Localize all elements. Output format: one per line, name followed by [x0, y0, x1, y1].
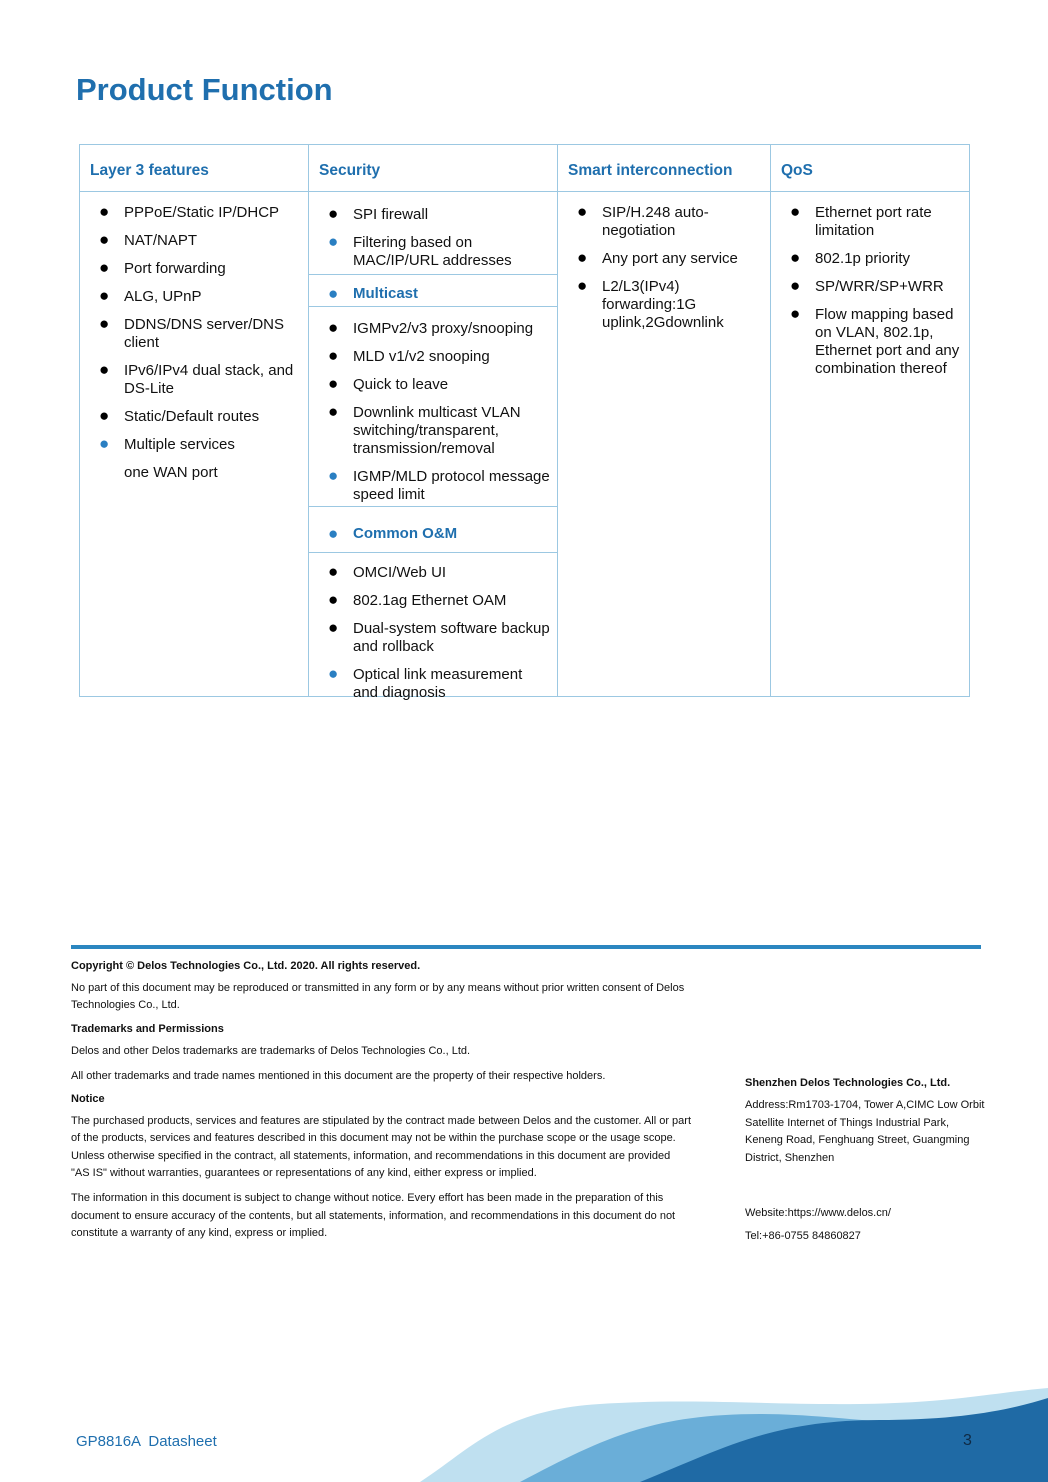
bullet-icon: ●: [99, 258, 110, 277]
bullet-icon: ●: [328, 284, 339, 303]
page-number: 3: [963, 1432, 972, 1449]
list-item: ● SPI firewall: [328, 204, 429, 223]
column-header-qos: QoS: [771, 145, 970, 192]
bullet-icon: ●: [328, 590, 339, 609]
bullet-icon: ●: [99, 202, 110, 221]
notice-text-2: The information in this document is subject to change without notice. Every effort has been made in the preparation of this document to ensure accuracy of the contents, but all statements, information, and recommendations in this document do not constitute a warranty of any kind, express or implied.: [71, 1192, 676, 1239]
copyright-heading: Copyright © Delos Technologies Co., Ltd. 2020. All rights reserved.: [71, 960, 421, 972]
list-item: ● OMCI/Web UI: [328, 562, 447, 581]
list-item: ● NAT/NAPT: [99, 230, 198, 249]
document-name: GP8816A Datasheet: [76, 1433, 217, 1450]
bullet-icon: ●: [577, 248, 588, 267]
bullet-icon: ●: [99, 286, 110, 305]
list-item: ● Filtering based on MAC/IP/URL addresses: [328, 232, 512, 269]
bullet-icon: ●: [577, 276, 588, 295]
list-item: ● Flow mapping based on VLAN, 802.1p, Ethernet port and any combination thereof: [790, 304, 960, 377]
bullet-icon: ●: [99, 434, 110, 453]
company-tel: Tel:+86-0755 84860827: [745, 1229, 861, 1242]
bullet-icon: ●: [99, 314, 110, 333]
list-item: ● Quick to leave: [328, 374, 449, 393]
bullet-icon: ●: [328, 374, 339, 393]
column-header-layer3: Layer 3 features: [80, 145, 308, 192]
list-item: ● L2/L3(IPv4) forwarding:1G uplink,2Gdownlink: [577, 276, 724, 331]
notice-text-1: The purchased products, services and features are stipulated by the contract made between Delos and the customer. All or part of the products, services and features described in this document may not be within the purchase scope or the usage scope. Unless otherwise specified in the contract, all statements, information, and recommendations in this document are provided "AS IS" without warranties, guarantees or representations of any kind, either express or implied.: [71, 1115, 692, 1180]
trademarks-text-1: Delos and other Delos trademarks are trademarks of Delos Technologies Co., Ltd.: [71, 1044, 471, 1057]
notice-heading: Notice: [71, 1093, 105, 1106]
bullet-icon: ●: [328, 664, 339, 683]
list-item: ● Any port any service: [577, 248, 738, 267]
list-item: ● Dual-system software backup and rollback: [328, 618, 550, 655]
company-website: Website:https://www.delos.cn/: [745, 1207, 891, 1220]
list-item: ● 802.1ag Ethernet OAM: [328, 590, 507, 609]
list-item: ● Downlink multicast VLAN switching/transparent, transmission/removal: [328, 402, 521, 457]
bullet-icon: ●: [328, 524, 339, 543]
bullet-icon: ●: [328, 204, 339, 223]
bullet-icon: ●: [99, 230, 110, 249]
list-item: ● MLD v1/v2 snooping: [328, 346, 490, 365]
bullet-icon: ●: [328, 402, 339, 421]
copyright-text: No part of this document may be reproduced or transmitted in any form or by any means without prior written consent of Delos Technologies Co., Ltd.: [71, 982, 685, 1012]
bullet-icon: ●: [328, 618, 339, 637]
bullet-icon: ●: [99, 360, 110, 379]
bullet-icon: ●: [328, 232, 339, 251]
column-header-security: Security: [309, 145, 557, 192]
list-item: ● IGMP/MLD protocol message speed limit: [328, 466, 550, 503]
bullet-icon: ●: [328, 318, 339, 337]
bullet-icon: ●: [790, 304, 801, 323]
list-item: ● PPPoE/Static IP/DHCP: [99, 202, 280, 221]
multicast-subheader: ● Multicast: [309, 274, 557, 307]
bullet-icon: ●: [577, 202, 588, 221]
trademarks-text-2: All other trademarks and trade names mentioned in this document are the property of their respective holders.: [71, 1069, 606, 1082]
list-item: ● 802.1p priority: [790, 248, 911, 267]
list-item: ● DDNS/DNS server/DNS client: [99, 314, 285, 351]
common-om-subheader: ● Common O&M: [309, 506, 557, 553]
list-item: ● IPv6/IPv4 dual stack, and DS-Lite: [99, 360, 294, 397]
list-item: ● IGMPv2/v3 proxy/snooping: [328, 318, 534, 337]
bullet-icon: ●: [328, 466, 339, 485]
bullet-icon: ●: [99, 406, 110, 425]
column-header-smart-interconnection: Smart interconnection: [558, 145, 770, 192]
bullet-icon: ●: [328, 346, 339, 365]
trademarks-heading: Trademarks and Permissions: [71, 1022, 224, 1035]
list-item: ● ALG, UPnP: [99, 286, 202, 305]
list-item: ● SP/WRR/SP+WRR: [790, 276, 944, 295]
page-title-text: Product Function: [76, 72, 333, 107]
list-item: ● Multiple services: [99, 434, 235, 453]
layer3-extra-line: one WAN port: [124, 464, 218, 481]
list-item: ● Static/Default routes: [99, 406, 260, 425]
list-item: ● SIP/H.248 auto-negotiation: [577, 202, 709, 239]
bullet-icon: ●: [790, 248, 801, 267]
bullet-icon: ●: [790, 202, 801, 221]
bullet-icon: ●: [790, 276, 801, 295]
company-address: Address:Rm1703-1704, Tower A,CIMC Low Orbit Satellite Internet of Things Industrial Park, Keneng Road, Fenghuang Street, Guangming District, Shenzhen: [745, 1099, 985, 1164]
list-item: ● Port forwarding: [99, 258, 226, 277]
list-item: ● Ethernet port rate limitation: [790, 202, 932, 239]
company-name: Shenzhen Delos Technologies Co., Ltd.: [745, 1077, 951, 1089]
bullet-icon: ●: [328, 562, 339, 581]
list-item: ● Optical link measurement and diagnosis: [328, 664, 523, 701]
